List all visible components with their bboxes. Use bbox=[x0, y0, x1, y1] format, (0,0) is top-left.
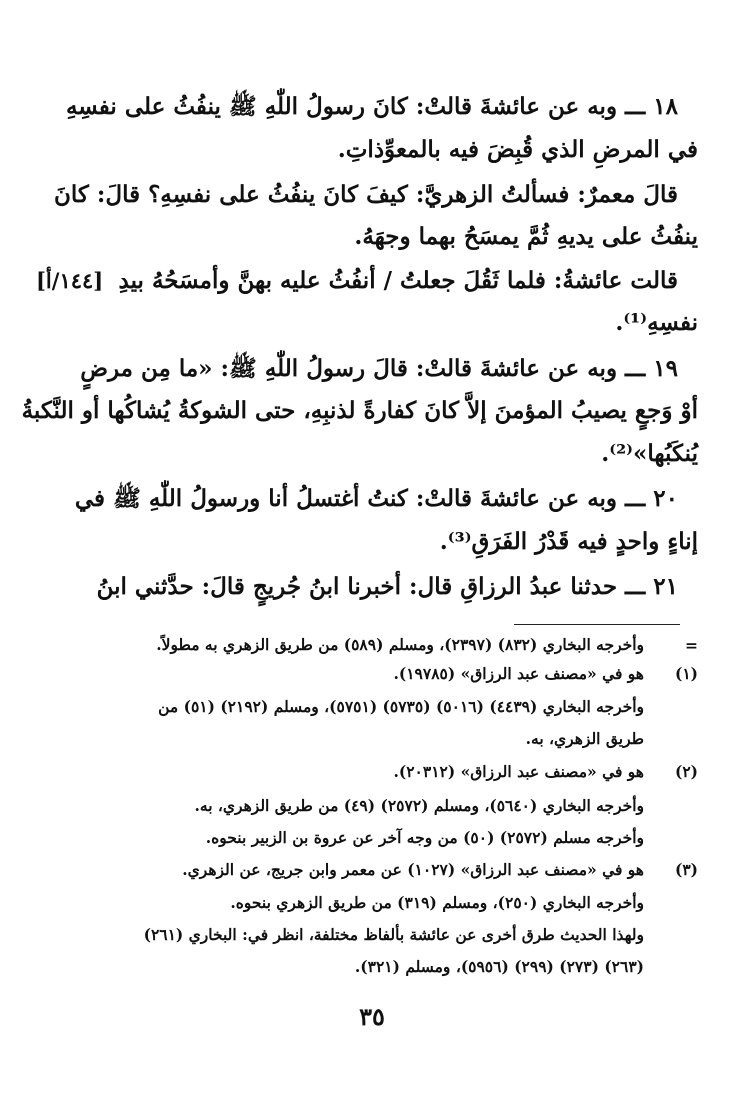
page-number: ٣٥ bbox=[359, 1002, 385, 1031]
hadith-21-line-1: ٢١ ـــ حدثنا عبدُ الرزاقِ قال: أخبرنا ابنُ جُريجٍ قالَ: حدَّثني ابنُ bbox=[96, 573, 678, 600]
footnote-continuation-mark: = bbox=[685, 636, 698, 655]
footnote-2-line-3: وأخرجه مسلم (٢٥٧٢) (٥٠) من وجه آخر عن عروة بن الزبير بنحوه. bbox=[205, 828, 644, 847]
hadith-18-line-2: في المرضِ الذي قُبِضَ فيه بالمعوِّذاتِ. bbox=[337, 136, 698, 163]
hadith-19-line-2: أوْ وَجعٍ يصيبُ المؤمنَ إلاَّ كانَ كفارةً لذنبِهِ، حتى الشوكةُ يُشاكُها أو النَّكبةُ bbox=[21, 397, 698, 424]
hadith-18-line-1: ١٨ ـــ وبه عن عائشةَ قالتْ: كانَ رسولُ اللّٰهِ ﷺ ينفُثُ على نفسِهِ bbox=[65, 93, 678, 120]
aisha-line-2: نفسِهِ⁽¹⁾. bbox=[615, 309, 698, 336]
footnote-3-line-1: هو في «مصنف عبد الرزاق» (١٠٢٧) عن معمر وابن جريج، عن الزهري. bbox=[182, 860, 644, 879]
footnote-1-line-3: طريق الزهري، به. bbox=[525, 729, 644, 748]
aisha-line-1: قالت عائشةُ: فلما ثَقُلَ جعلتُ / أنفُثُ عليه بهنَّ وأمسَحُهُ بيدِ bbox=[118, 267, 678, 294]
footnote-2-number: (٢) bbox=[674, 762, 698, 781]
footnote-3-line-4: (٢٦٣) (٢٧٣) (٢٩٩) (٥٩٥٦)، ومسلم (٣٢١). bbox=[354, 957, 644, 976]
hadith-19-line-3: يُنكَبُها»⁽²⁾. bbox=[601, 440, 698, 467]
hadith-20-line-2: إناءٍ واحدٍ فيه قَدْرُ الفَرَقِ⁽³⁾. bbox=[439, 528, 698, 555]
footnote-continuation-text: وأخرجه البخاري (٨٣٢) (٢٣٩٧)، ومسلم (٥٨٩) من طريق الزهري به مطولاً. bbox=[156, 635, 644, 654]
footnote-1-line-1: هو في «مصنف عبد الرزاق» (١٩٧٨٥). bbox=[393, 664, 644, 683]
hadith-19-line-1: ١٩ ـــ وبه عن عائشةَ قالتْ: قالَ رسولُ اللّٰهِ ﷺ: «ما مِن مرضٍ bbox=[80, 355, 678, 382]
footnote-2-line-2: وأخرجه البخاري (٥٦٤٠)، ومسلم (٢٥٧٢) (٤٩) من طريق الزهري، به. bbox=[194, 796, 644, 815]
footnote-1-line-2: وأخرجه البخاري (٤٤٣٩) (٥٠١٦) (٥٧٣٥) (٥٧٥١)، ومسلم (٢١٩٢) (٥١) من bbox=[158, 697, 644, 716]
mamar-line-2: ينفُثُ على يديهِ ثُمَّ يمسَحُ بهما وجهَهُ. bbox=[354, 223, 698, 250]
footnote-2-line-1: هو في «مصنف عبد الرزاق» (٢٠٣١٢). bbox=[393, 762, 644, 781]
footnote-3-line-3: ولهذا الحديث طرق أخرى عن عائشة بألفاظ مختلفة، انظر في: البخاري (٢٦١) bbox=[143, 925, 644, 944]
footnote-3-number: (٣) bbox=[674, 860, 698, 879]
footnote-3-line-2: وأخرجه البخاري (٢٥٠)، ومسلم (٣١٩) من طريق الزهري بنحوه. bbox=[230, 893, 644, 912]
hadith-20-line-1: ٢٠ ـــ وبه عن عائشةَ قالتْ: كنتُ أغتسلُ أنا ورسولُ اللّٰهِ ﷺ في bbox=[74, 485, 678, 512]
manuscript-folio-marker: [١٤٤/أ] bbox=[36, 268, 104, 293]
footnote-1-number: (١) bbox=[674, 664, 698, 683]
mamar-line-1: قالَ معمرٌ: فسألتُ الزهريَّ: كيفَ كانَ ينفُثُ على نفسِهِ؟ قالَ: كانَ bbox=[54, 181, 678, 208]
footnote-separator bbox=[514, 624, 680, 625]
